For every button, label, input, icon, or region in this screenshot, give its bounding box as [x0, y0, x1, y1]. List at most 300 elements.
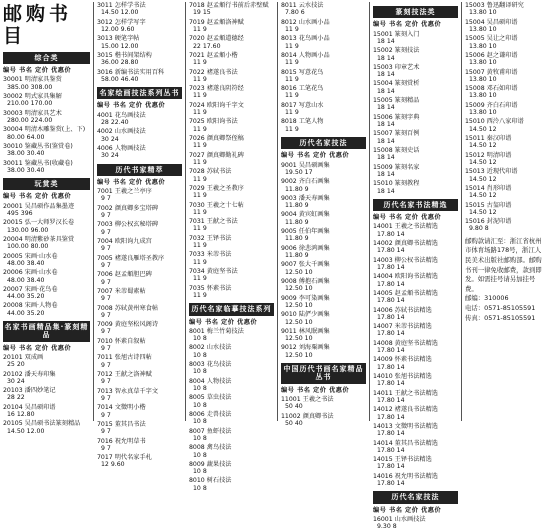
book-item — [281, 413, 366, 428]
book-item — [373, 257, 458, 272]
book-item — [189, 268, 274, 283]
book-title: 14012 褚遂良书法精选 — [373, 406, 438, 414]
book-price: 9 7 — [101, 195, 111, 203]
book-item — [373, 47, 458, 62]
book-item — [3, 236, 90, 251]
book-price: 17.80 14 — [377, 263, 405, 271]
book-item — [373, 97, 458, 112]
book-item — [373, 390, 458, 405]
book-title: 30010 鉴藏丛书(鉴赏卷) — [3, 142, 73, 150]
book-list — [189, 2, 274, 299]
book-title: 7003 柳公权玄秘塔碑 — [97, 221, 159, 229]
book-title: 14007 米芾书法精选 — [373, 323, 432, 331]
book-item — [373, 64, 458, 79]
book-price: 9 7 — [101, 295, 111, 303]
book-title: 7002 颜真卿多宝塔碑 — [97, 204, 159, 212]
book-price: 18 14 — [377, 170, 395, 178]
book-price: 13.80 10 — [469, 59, 497, 67]
book-title: 8018 工笔人物 — [281, 118, 324, 126]
book-list — [97, 2, 182, 83]
column-header: 编号 书名 定价 优惠价 — [97, 178, 166, 186]
book-item — [281, 228, 366, 243]
book-list — [97, 112, 182, 160]
book-price: 48.00 38.40 — [7, 259, 45, 267]
book-title: 8004 人物技法 — [189, 377, 232, 385]
column-5 — [369, 2, 461, 531]
book-item — [465, 52, 547, 67]
book-item — [97, 305, 182, 320]
book-title: 20105 吴昌硕书法篆刻精品 — [3, 420, 81, 428]
section-header: 中国历代书画名家精品丛书 — [281, 363, 366, 384]
book-price: 11 9 — [193, 59, 207, 67]
book-title: 3013 硬笔字帖 — [97, 35, 140, 43]
book-item — [373, 406, 458, 421]
book-price: 17.80 14 — [377, 380, 405, 388]
book-item — [281, 69, 366, 84]
book-price: 11 9 — [193, 75, 207, 83]
book-price: 9 7 — [101, 394, 111, 402]
book-title: 8016 工笔花鸟 — [281, 85, 324, 93]
book-title: 14015 王铎书法精选 — [373, 456, 432, 464]
book-list — [281, 162, 366, 360]
book-title: 3015 楷书间架结构 — [97, 51, 152, 59]
book-price: 11 9 — [193, 208, 207, 216]
book-item — [3, 76, 90, 91]
book-price: 9 7 — [101, 345, 111, 353]
book-item — [373, 147, 458, 162]
book-price: 50 40 — [285, 403, 303, 411]
book-item — [281, 396, 366, 411]
book-price: 17.80 14 — [377, 247, 405, 255]
book-item — [189, 69, 274, 84]
book-title: 15003 印章艺术 — [373, 63, 420, 71]
book-title: 15012 明清印谱 — [465, 151, 512, 159]
fax-text: 传真：0571-85105591 — [465, 313, 536, 322]
section-header: 历代书家精萃 — [97, 164, 182, 176]
book-item — [189, 85, 274, 100]
book-item — [97, 338, 182, 353]
book-price: 17.80 14 — [377, 463, 405, 471]
book-item — [3, 110, 90, 125]
book-price: 11 9 — [285, 92, 299, 100]
book-list — [189, 328, 274, 492]
book-title: 14011 王献之书法精选 — [373, 389, 438, 397]
book-item — [373, 456, 458, 471]
book-item — [97, 271, 182, 286]
book-price: 18 14 — [377, 54, 395, 62]
book-price: 22 17.60 — [193, 42, 221, 50]
page-title: 邮购书目 — [3, 3, 73, 48]
book-item — [373, 473, 458, 488]
column-header: 编号 书名 定价 优惠价 — [3, 193, 72, 201]
column-header: 编号 书名 定价 优惠价 — [3, 344, 72, 352]
book-item — [189, 35, 274, 50]
book-price: 80.00 64.00 — [7, 133, 45, 141]
book-item — [281, 19, 366, 34]
book-price: 280.00 224.00 — [7, 116, 53, 124]
book-item — [189, 428, 274, 443]
book-title: 15016 封泥印谱 — [465, 218, 512, 226]
book-price: 12 9.60 — [101, 461, 125, 469]
book-title: 15006 赵之谦印谱 — [465, 51, 518, 59]
book-title: 4002 山水画技法 — [97, 128, 146, 136]
book-title: 7022 褚遂良书法 — [189, 68, 238, 76]
book-item — [189, 19, 274, 34]
book-price: 9 7 — [101, 261, 111, 269]
column-header: 编号 书名 定价 优惠价 — [97, 102, 166, 110]
book-item — [97, 321, 182, 336]
book-item — [373, 356, 458, 371]
book-price: 210.00 170.00 — [7, 100, 53, 108]
book-title: 7023 褚遂良阴符经 — [189, 85, 244, 93]
book-list — [3, 203, 90, 317]
book-item — [189, 168, 274, 183]
book-price: 14.50 12 — [469, 142, 497, 150]
book-price: 10 8 — [193, 335, 207, 343]
book-item — [97, 205, 182, 220]
book-price: 16 12.80 — [7, 411, 35, 419]
book-item — [97, 221, 182, 236]
book-title: 30004 明清木雕鉴赏(上、下) — [3, 126, 86, 134]
book-item — [3, 93, 90, 108]
book-title: 8001 梅兰竹菊技法 — [189, 327, 244, 335]
book-title: 7035 怀素书法 — [189, 284, 232, 292]
book-title: 7016 祝允明草书 — [97, 437, 146, 445]
book-title: 15008 篆刻史话 — [373, 146, 420, 154]
book-item — [465, 135, 547, 150]
book-title: 7008 苏轼黄州寒食帖 — [97, 304, 159, 312]
book-title: 15005 篆刻精品 — [373, 97, 420, 105]
book-price: 13.80 10 — [469, 42, 497, 50]
book-price: 9 7 — [101, 444, 111, 452]
book-item — [97, 438, 182, 453]
book-price: 11.80 9 — [285, 218, 309, 226]
phone-text: 电话：0571-85105591 — [465, 304, 536, 313]
section-header: 历代名家技法 — [373, 491, 458, 503]
book-title: 8010 树石技法 — [189, 477, 232, 485]
book-title: 15010 篆刻教程 — [373, 180, 420, 188]
book-title: 16001 山水画技法 — [373, 515, 426, 523]
book-item — [189, 411, 274, 426]
book-item — [373, 423, 458, 438]
book-item — [189, 118, 274, 133]
book-item — [97, 145, 182, 160]
book-title: 15010 西泠八家印谱 — [465, 118, 524, 126]
book-price: 17.80 14 — [377, 430, 405, 438]
book-title: 7025 欧阳询书法 — [189, 118, 238, 126]
book-price: 11 9 — [193, 242, 207, 250]
book-title: 20015 弘一大师罗汉长卷 — [3, 219, 75, 227]
book-price: 12.50 10 — [285, 335, 313, 343]
book-list — [3, 76, 90, 174]
book-price: 17.80 14 — [377, 396, 405, 404]
book-price: 10 8 — [193, 418, 207, 426]
book-item — [465, 218, 547, 233]
book-price: 10 8 — [193, 451, 207, 459]
book-title: 7033 米芾书法 — [189, 251, 232, 259]
book-item — [373, 373, 458, 388]
book-price: 13.80 10 — [469, 75, 497, 83]
book-item — [465, 35, 547, 50]
book-price: 25 20 — [7, 361, 25, 369]
book-title: 15007 篆刻百例 — [373, 130, 420, 138]
book-title: 14016 祝允明书法精选 — [373, 472, 438, 480]
book-title: 8005 草虫技法 — [189, 394, 232, 402]
book-item — [189, 235, 274, 250]
book-title: 8017 写意山水 — [281, 101, 324, 109]
book-item — [281, 344, 366, 359]
book-price: 30 24 — [101, 135, 119, 143]
book-title: 7017 明代名家手札 — [97, 454, 152, 462]
book-title: 9010 陆俨少画集 — [281, 311, 330, 319]
book-item — [281, 295, 366, 310]
book-title: 30011 鉴藏丛书(收藏卷) — [3, 159, 73, 167]
book-item — [281, 261, 366, 276]
book-price: 11 9 — [193, 158, 207, 166]
book-list — [97, 188, 182, 469]
book-title: 4006 人物画技法 — [97, 144, 146, 152]
section-header: 玩赏类 — [3, 178, 90, 190]
book-item — [465, 152, 547, 167]
book-item — [281, 162, 366, 177]
book-item — [281, 52, 366, 67]
book-title: 7001 王羲之兰亭序 — [97, 188, 152, 196]
book-title: 14001 王羲之书法精选 — [373, 223, 438, 231]
book-price: 11 9 — [285, 109, 299, 117]
book-item — [465, 102, 547, 117]
book-item — [97, 35, 182, 50]
book-item — [97, 388, 182, 403]
book-price: 9 7 — [101, 411, 111, 419]
book-item — [3, 354, 90, 369]
book-price: 12.50 10 — [285, 301, 313, 309]
book-price: 28 22 — [7, 394, 25, 402]
book-title: 20102 潘天寿印集 — [3, 370, 56, 378]
book-item — [189, 52, 274, 67]
book-title: 8008 禽鸟技法 — [189, 444, 232, 452]
column-header: 编号 书名 定价 优惠价 — [373, 214, 442, 222]
book-item — [97, 421, 182, 436]
book-item — [3, 404, 90, 419]
book-price: 10 8 — [193, 368, 207, 376]
book-item — [373, 340, 458, 355]
book-price: 10 8 — [193, 434, 207, 442]
book-price: 17.80 14 — [377, 480, 405, 488]
book-price: 11 9 — [193, 92, 207, 100]
book-price: 17.80 14 — [377, 413, 405, 421]
book-title: 30002 明式家具集解 — [3, 93, 62, 100]
book-item — [3, 286, 90, 301]
book-price: 10 8 — [193, 351, 207, 359]
book-item — [97, 52, 182, 67]
book-item — [373, 164, 458, 179]
book-title: 7018 赵孟頫行书前后赤壁赋 — [189, 2, 269, 9]
column-1 — [0, 2, 93, 435]
book-item — [281, 2, 366, 17]
book-title: 30003 明清家具艺术 — [3, 109, 62, 117]
book-title: 15008 邓石如印谱 — [465, 85, 518, 93]
book-price: 14.50 12 — [469, 208, 497, 216]
book-title: 14005 赵孟頫书法精选 — [373, 289, 438, 297]
book-title: 30001 明清家具鉴赏 — [3, 76, 62, 84]
book-item — [465, 69, 547, 84]
book-item — [465, 202, 547, 217]
book-price: 19.50 17 — [285, 168, 313, 176]
book-price: 11 9 — [193, 258, 207, 266]
column-4 — [277, 2, 369, 427]
book-item — [373, 80, 458, 95]
book-price: 17.80 14 — [377, 313, 405, 321]
book-title: 15014 肖形印谱 — [465, 184, 512, 192]
book-price: 17.80 14 — [377, 347, 405, 355]
book-price: 9 7 — [101, 228, 111, 236]
book-title: 14006 苏轼书法精选 — [373, 306, 432, 314]
book-price: 11.80 9 — [285, 252, 309, 259]
section-header: 名家书画精品集·篆刻精品 — [3, 321, 90, 342]
book-title: 7014 文徵明小楷 — [97, 404, 146, 412]
book-price: 17.80 14 — [377, 446, 405, 454]
book-item — [189, 152, 274, 167]
book-title: 8013 花鸟画小品 — [281, 35, 330, 43]
section-header: 名家绘画技法系列丛书 — [97, 87, 182, 99]
book-item — [373, 114, 458, 129]
book-price: 18 14 — [377, 37, 395, 45]
book-item — [3, 203, 90, 218]
book-price: 12.50 10 — [285, 351, 313, 359]
book-title: 20008 宋画·人物卷 — [3, 302, 58, 310]
book-price: 11 9 — [193, 25, 207, 33]
book-title: 8006 走兽技法 — [189, 410, 232, 418]
book-title: 7010 怀素自叙帖 — [97, 337, 146, 345]
book-title: 9003 潘天寿画集 — [281, 194, 330, 202]
book-price: 14.50 12 — [469, 192, 497, 200]
book-price: 11 9 — [285, 75, 299, 83]
book-price: 12.00 9.60 — [101, 25, 135, 33]
book-price: 19 15 — [193, 9, 211, 17]
book-title: 20001 吴昌硕作品集墨迹 — [3, 202, 75, 210]
postcode-text: 邮编：310006 — [465, 294, 509, 303]
section-header: 综合类 — [3, 52, 90, 64]
book-price: 9 7 — [101, 361, 111, 369]
book-item — [189, 2, 274, 17]
book-title: 7004 欧阳询九成宫 — [97, 238, 152, 245]
book-list — [373, 516, 458, 531]
book-price: 11.80 9 — [285, 202, 309, 210]
book-item — [97, 371, 182, 386]
book-title: 7015 董其昌书法 — [97, 420, 146, 428]
book-item — [3, 126, 90, 141]
book-item — [3, 253, 90, 268]
book-item — [189, 361, 274, 376]
book-price: 11 9 — [193, 225, 207, 233]
book-item — [189, 444, 274, 459]
book-title: 7032 王铎书法 — [189, 234, 232, 242]
book-price: 9 7 — [101, 245, 111, 253]
book-price: 14.50 12 — [469, 125, 497, 133]
book-price: 12.50 10 — [285, 285, 313, 293]
book-item — [373, 180, 458, 195]
book-item — [97, 69, 182, 84]
book-price: 13.80 10 — [469, 109, 497, 117]
book-price: 11 9 — [193, 109, 207, 117]
book-price: 100.00 80.00 — [7, 243, 49, 251]
book-title: 15009 篆刻名家 — [373, 163, 420, 171]
book-item — [465, 85, 547, 100]
book-item — [97, 288, 182, 303]
book-price: 13.80 10 — [469, 92, 497, 100]
book-title: 14014 董其昌书法精选 — [373, 439, 438, 447]
book-price: 50 40 — [285, 419, 303, 427]
book-title: 11001 王羲之书法 — [281, 395, 334, 403]
book-item — [465, 118, 547, 133]
book-price: 38.00 30.40 — [7, 150, 45, 158]
column-header: 编号 书名 定价 优惠价 — [373, 21, 442, 29]
book-title: 9004 黄宾虹画集 — [281, 211, 330, 219]
book-item — [465, 185, 547, 200]
book-price: 44.00 35.20 — [7, 293, 45, 301]
book-title: 14002 颜真卿书法精选 — [373, 240, 438, 247]
book-item — [3, 420, 90, 435]
book-price: 11 9 — [285, 125, 299, 133]
book-price: 17.80 14 — [377, 330, 405, 338]
book-price: 10 8 — [193, 484, 207, 492]
book-list — [465, 2, 547, 233]
book-item — [465, 168, 547, 183]
book-item — [97, 404, 182, 419]
book-title: 7027 颜真卿勤礼碑 — [189, 151, 244, 159]
book-title: 15001 篆刻入门 — [373, 30, 420, 38]
book-price: 38.00 30.40 — [7, 166, 45, 174]
column-header: 编号 书名 定价 优惠价 — [373, 506, 442, 514]
book-item — [189, 251, 274, 266]
book-title: 9001 吴昌硕画集 — [281, 161, 330, 169]
book-price: 12.50 10 — [285, 318, 313, 326]
book-title: 7009 黄庭坚松风阁诗 — [97, 321, 159, 329]
column-2 — [93, 2, 185, 469]
book-item — [373, 130, 458, 145]
book-price: 11 9 — [285, 42, 299, 50]
book-item — [3, 160, 90, 175]
book-price: 11 9 — [193, 275, 207, 283]
book-price: 30 24 — [101, 152, 119, 160]
book-title: 4001 花鸟画技法 — [97, 111, 146, 119]
book-title: 7024 欧阳询千字文 — [189, 101, 244, 109]
book-title: 3011 怎样学书法 — [97, 2, 146, 9]
book-price: 7.80 6 — [285, 9, 305, 17]
book-item — [97, 128, 182, 143]
section-header: 篆刻技法类 — [373, 6, 458, 18]
book-price: 36.00 28.80 — [101, 59, 139, 67]
book-item — [281, 311, 366, 326]
book-title: 7034 黄庭坚书法 — [189, 268, 238, 275]
book-title: 15005 吴让之印谱 — [465, 35, 518, 43]
book-item — [465, 19, 547, 34]
book-title: 15013 近现代印谱 — [465, 168, 518, 176]
book-list — [373, 223, 458, 487]
book-price: 17.80 14 — [377, 280, 405, 288]
book-price: 11 9 — [193, 175, 207, 183]
book-title: 3012 怎样学写字 — [97, 18, 146, 26]
book-price: 10 8 — [193, 401, 207, 409]
book-item — [3, 143, 90, 158]
book-title: 7013 智永真草千字文 — [97, 387, 159, 395]
book-title: 8002 山水技法 — [189, 344, 232, 352]
book-item — [281, 245, 366, 260]
book-item — [373, 240, 458, 255]
book-item — [3, 219, 90, 234]
book-item — [97, 188, 182, 203]
book-price: 18 14 — [377, 71, 395, 79]
